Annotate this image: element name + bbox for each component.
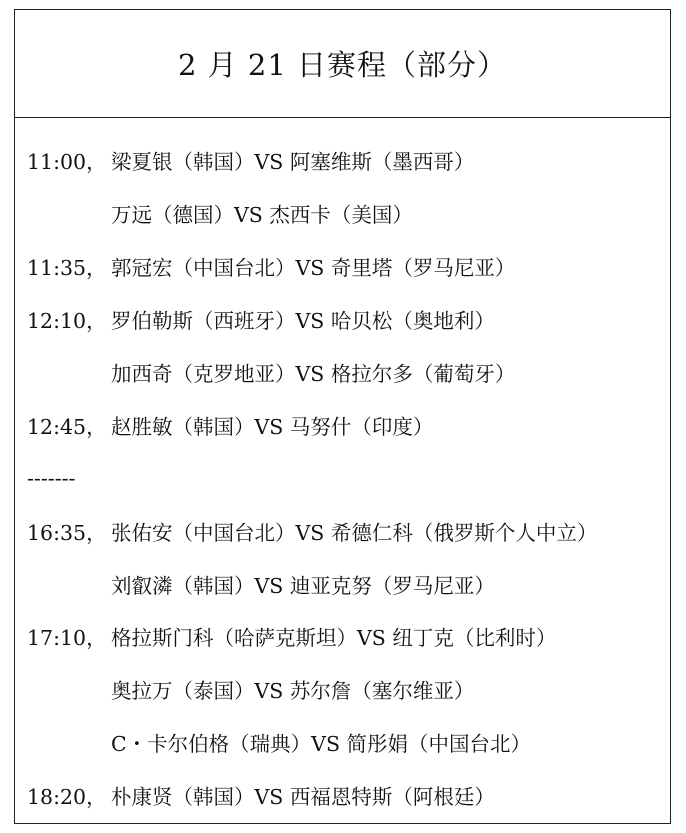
schedule-row [27, 610, 670, 663]
schedule-row [27, 134, 670, 187]
separator-text: ------- [27, 465, 76, 490]
match-text: 郭冠宏（中国台北）VS 奇里塔（罗马尼亚） [111, 256, 516, 281]
match-text: 奥拉万（泰国）VS 苏尔詹（塞尔维亚） [111, 679, 475, 704]
page-title: 2 月 21 日赛程（部分） [177, 48, 507, 82]
match-time: 11:35， [27, 256, 107, 281]
match-time: 18:20， [27, 785, 107, 810]
schedule-row [27, 240, 670, 293]
match-text: 加西奇（克罗地亚）VS 格拉尔多（葡萄牙） [111, 362, 516, 386]
schedule-row [27, 398, 670, 451]
schedule-separator [27, 451, 670, 504]
match-text: 梁夏银（韩国）VS 阿塞维斯（墨西哥） [111, 150, 475, 175]
match-time: 12:10， [27, 309, 107, 334]
match-time: 11:00， [27, 150, 107, 175]
schedule-row [27, 187, 670, 240]
match-text: 朴康贤（韩国）VS 西福恩特斯（阿根廷） [111, 785, 495, 810]
schedule-list [27, 134, 670, 822]
match-time: 17:10， [27, 626, 107, 651]
match-text: 刘叡潾（韩国）VS 迪亚克努（罗马尼亚） [111, 573, 495, 598]
schedule-row [27, 557, 670, 610]
schedule-row [27, 504, 670, 557]
match-time: 12:45， [27, 414, 107, 439]
match-text: 张佑安（中国台北）VS 希德仁科（俄罗斯个人中立） [111, 520, 598, 545]
schedule-row [27, 769, 670, 822]
match-text: 罗伯勒斯（西班牙）VS 哈贝松（奥地利） [111, 309, 495, 334]
schedule-row [27, 716, 670, 769]
match-text: C・卡尔伯格（瑞典）VS 简彤娟（中国台北） [111, 732, 532, 757]
match-text: 格拉斯门科（哈萨克斯坦）VS 纽丁克（比利时） [111, 626, 557, 651]
schedule-row [27, 293, 670, 346]
match-text: 赵胜敏（韩国）VS 马努什（印度） [111, 414, 434, 439]
match-time: 16:35， [27, 520, 107, 545]
schedule-row [27, 663, 670, 716]
match-text: 万远（德国）VS 杰西卡（美国） [111, 203, 413, 228]
schedule-frame [14, 9, 671, 824]
schedule-row [27, 346, 670, 399]
title-box [15, 10, 670, 118]
